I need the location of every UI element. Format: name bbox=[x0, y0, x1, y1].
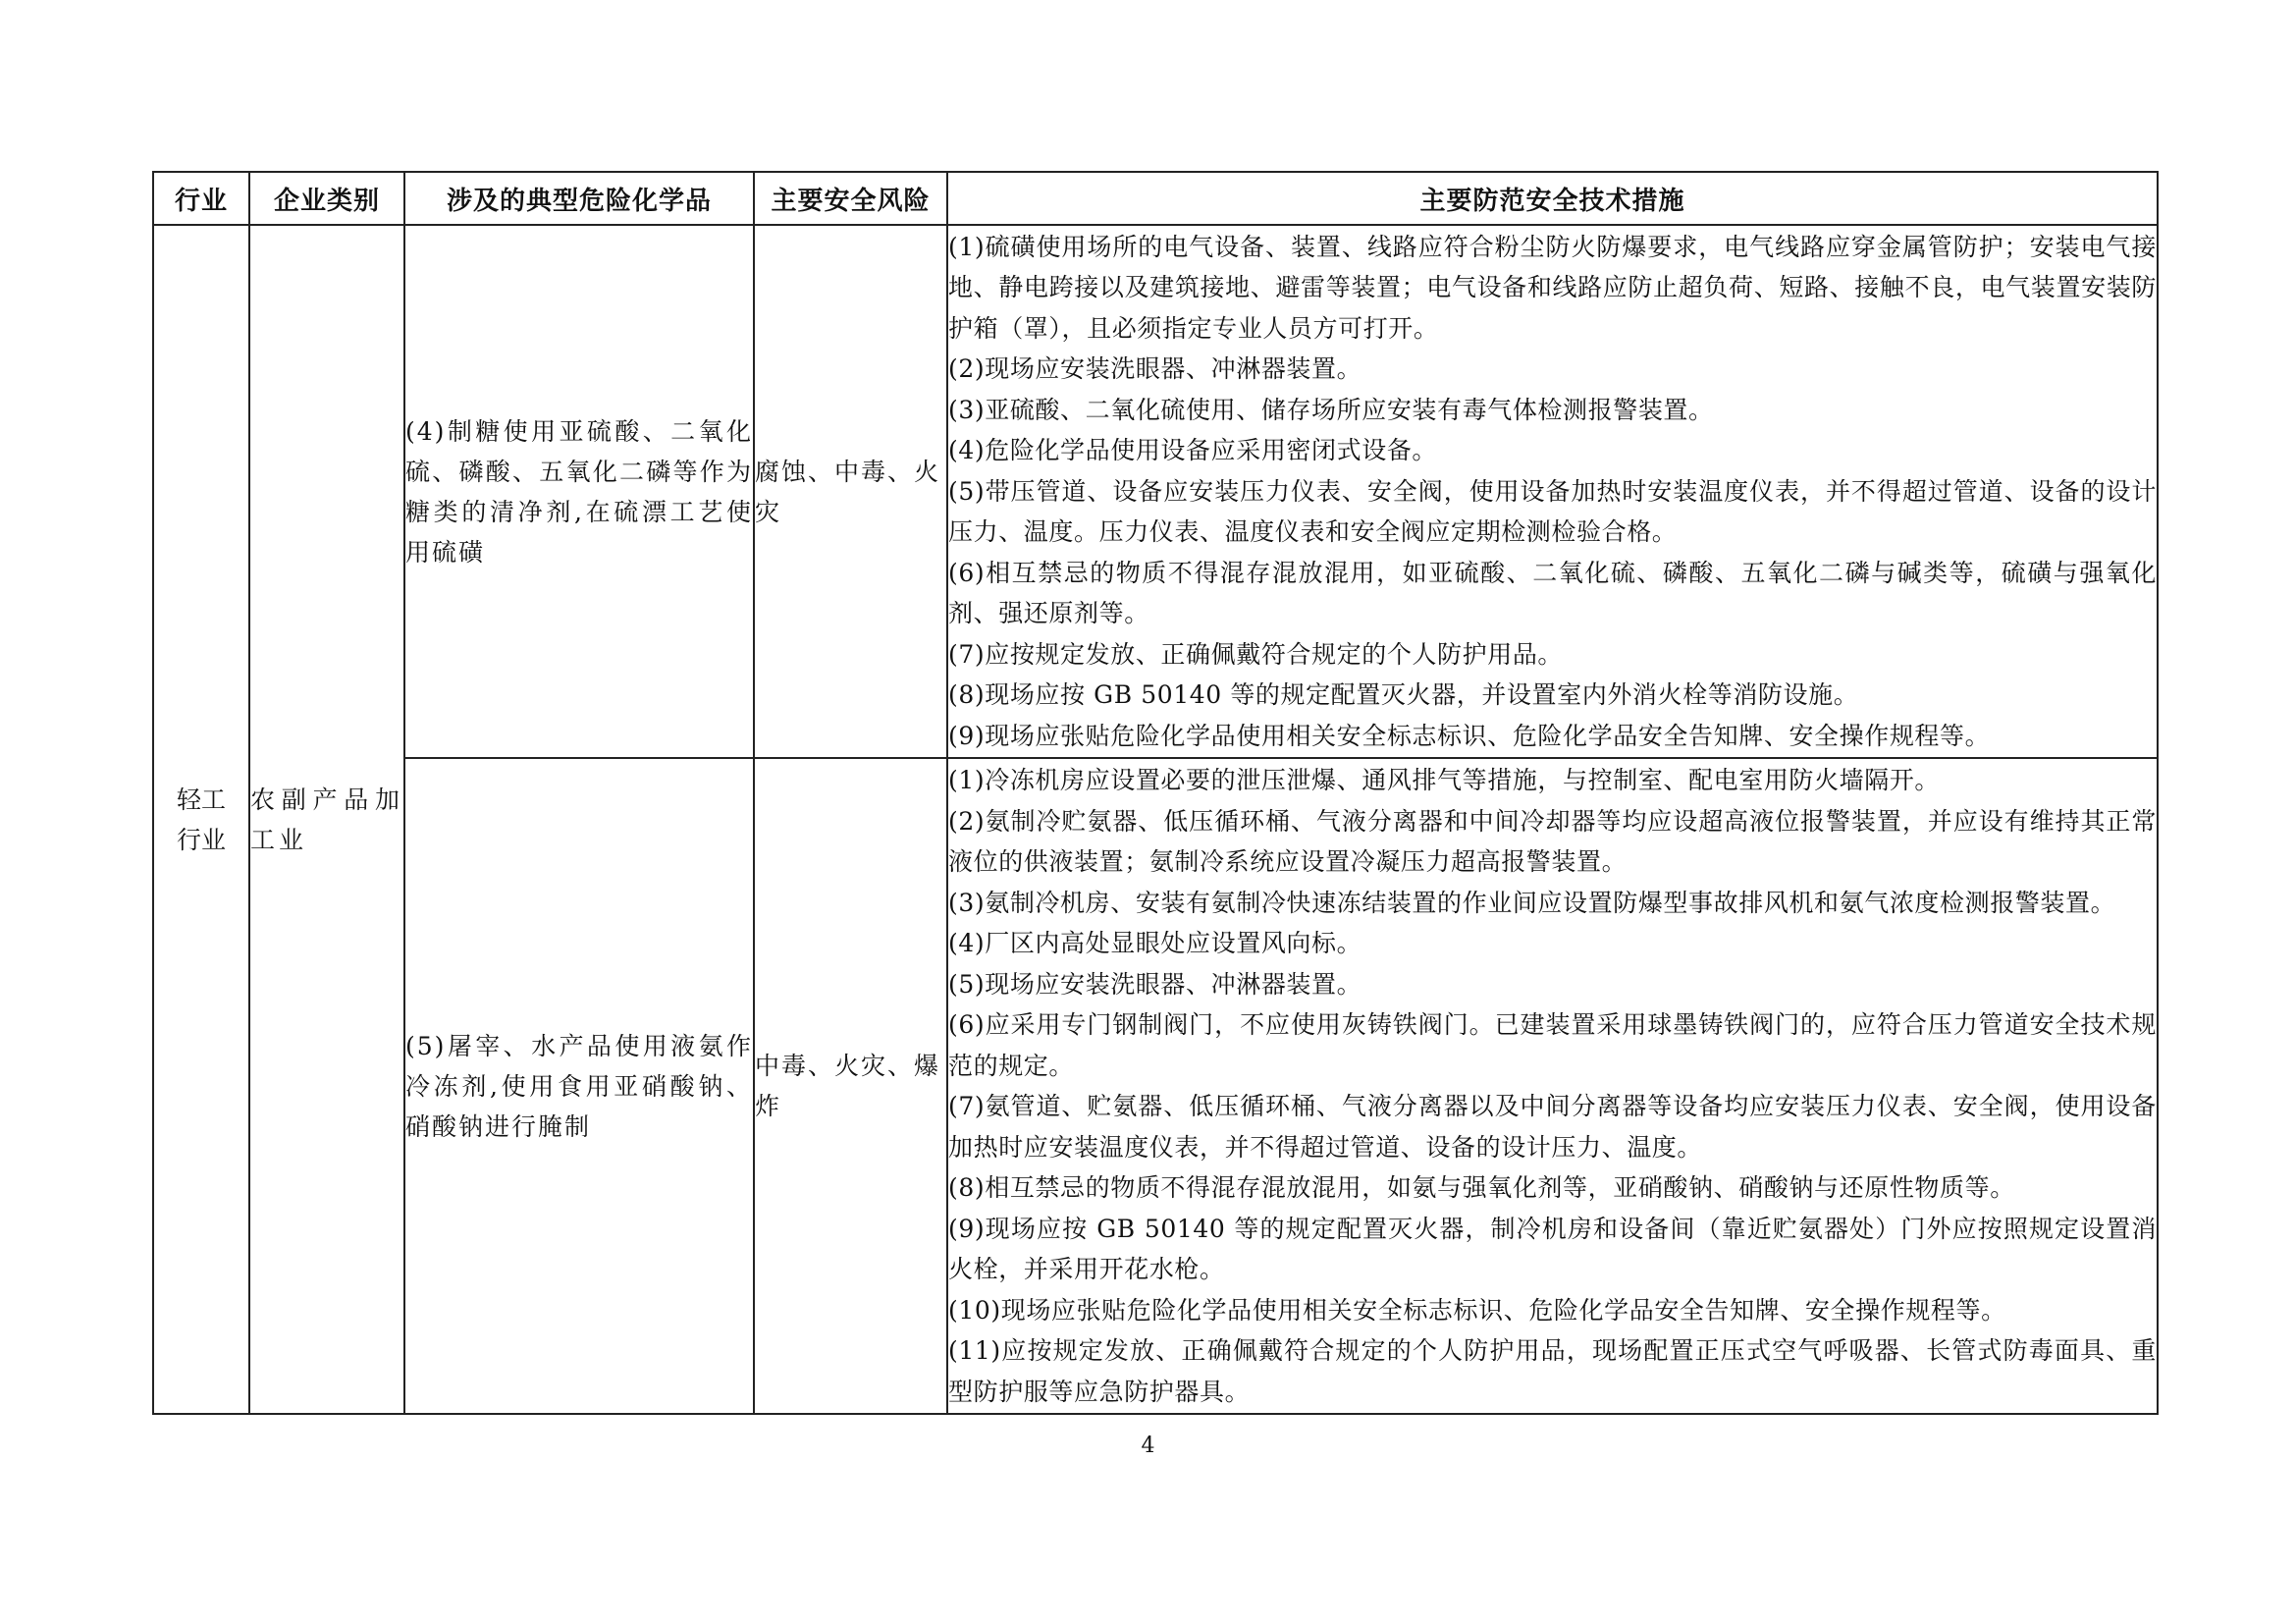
measure-item: (8)相互禁忌的物质不得混存混放混用，如氨与强氧化剂等，亚硝酸钠、硝酸钠与还原性物质等。 bbox=[948, 1173, 2015, 1203]
risks-cell: 中毒、火灾、爆炸 bbox=[754, 758, 947, 1414]
page-number: 4 bbox=[1141, 1434, 1155, 1458]
measure-item: (1)冷冻机房应设置必要的泄压泄爆、通风排气等措施，与控制室、配电室用防火墙隔开。 bbox=[948, 766, 1941, 795]
measure-item: (9)现场应张贴危险化学品使用相关安全标志标识、危险化学品安全告知牌、安全操作规程等。 bbox=[948, 721, 1991, 750]
header-risks: 主要安全风险 bbox=[754, 172, 947, 225]
measure-item: (9)现场应按 GB 50140 等的规定配置灭火器，制冷机房和设备间（靠近贮氨器处）门外应按照规定设置消火栓，并采用开花水枪。 bbox=[948, 1214, 2157, 1284]
measure-item: (10)现场应张贴危险化学品使用相关安全标志标识、危险化学品安全告知牌、安全操作规程等。 bbox=[948, 1295, 2006, 1325]
measure-item: (6)应采用专门钢制阀门，不应使用灰铸铁阀门。已建装置采用球墨铸铁阀门的，应符合压力管道安全技术规范的规定。 bbox=[948, 1010, 2157, 1080]
table-row bbox=[153, 225, 2158, 758]
measure-item: (2)氨制冷贮氨器、低压循环桶、气液分离器和中间冷却器等均应设超高液位报警装置，并应设有维持其正常液位的供液装置；氨制冷系统应设置冷凝压力超高报警装置。 bbox=[948, 806, 2157, 877]
header-category: 企业类别 bbox=[249, 172, 404, 225]
category-text: 农副产品加工业 bbox=[250, 785, 403, 854]
measure-item: (11)应按规定发放、正确佩戴符合规定的个人防护用品，现场配置正压式空气呼吸器、长管式防毒面具、重型防护服等应急防护器具。 bbox=[948, 1336, 2157, 1406]
measures-cell bbox=[947, 225, 2158, 758]
table-header-row bbox=[153, 172, 2158, 225]
chemicals-cell: (5)屠宰、水产品使用液氨作冷冻剂,使用食用亚硝酸钠、硝酸钠进行腌制 bbox=[404, 758, 754, 1414]
measure-item: (5)现场应安装洗眼器、冲淋器装置。 bbox=[948, 969, 1362, 999]
measure-item: (7)氨管道、贮氨器、低压循环桶、气液分离器以及中间分离器等设备均应安装压力仪表、安全阀，使用设备加热时应安装温度仪表，并不得超过管道、设备的设计压力、温度。 bbox=[948, 1092, 2157, 1162]
safety-measures-table bbox=[152, 171, 2159, 1415]
header-industry: 行业 bbox=[153, 172, 249, 225]
header-chemicals: 涉及的典型危险化学品 bbox=[404, 172, 754, 225]
measure-item: (8)现场应按 GB 50140 等的规定配置灭火器，并设置室内外消火栓等消防设施。 bbox=[948, 680, 1859, 710]
chemicals-cell: (4)制糖使用亚硫酸、二氧化硫、磷酸、五氧化二磷等作为糖类的清净剂,在硫漂工艺使用硫磺 bbox=[404, 225, 754, 758]
industry-cell bbox=[153, 225, 249, 1414]
measure-item: (6)相互禁忌的物质不得混存混放混用，如亚硫酸、二氧化硫、磷酸、五氧化二磷与碱类等，硫磺与强氧化剂、强还原剂等。 bbox=[948, 558, 2157, 628]
measure-item: (1)硫磺使用场所的电气设备、装置、线路应符合粉尘防火防爆要求，电气线路应穿金属管防护；安装电气接地、静电跨接以及建筑接地、避雷等装置；电气设备和线路应防止超负荷、短路、接触不良，电气装置安装防护箱（罩），且必须指定专业人员方可打开。 bbox=[948, 232, 2157, 343]
risks-cell: 腐蚀、中毒、火灾 bbox=[754, 225, 947, 758]
measure-item: (5)带压管道、设备应安装压力仪表、安全阀，使用设备加热时安装温度仪表，并不得超过管道、设备的设计压力、温度。压力仪表、温度仪表和安全阀应定期检测检验合格。 bbox=[948, 476, 2157, 547]
measure-item: (3)亚硫酸、二氧化硫使用、储存场所应安装有毒气体检测报警装置。 bbox=[948, 395, 1714, 424]
industry-text: 轻工行业 bbox=[176, 785, 226, 854]
measure-item: (7)应按规定发放、正确佩戴符合规定的个人防护用品。 bbox=[948, 639, 1564, 669]
category-cell bbox=[249, 225, 404, 1414]
measures-cell bbox=[947, 758, 2158, 1414]
measure-item: (3)氨制冷机房、安装有氨制冷快速冻结装置的作业间应设置防爆型事故排风机和氨气浓度检测报警装置。 bbox=[948, 888, 2116, 917]
measure-item: (2)现场应安装洗眼器、冲淋器装置。 bbox=[948, 354, 1362, 384]
measure-item: (4)厂区内高处显眼处应设置风向标。 bbox=[948, 929, 1362, 958]
measure-item: (4)危险化学品使用设备应采用密闭式设备。 bbox=[948, 436, 1438, 465]
table-row bbox=[153, 758, 2158, 1414]
header-measures: 主要防范安全技术措施 bbox=[947, 172, 2158, 225]
